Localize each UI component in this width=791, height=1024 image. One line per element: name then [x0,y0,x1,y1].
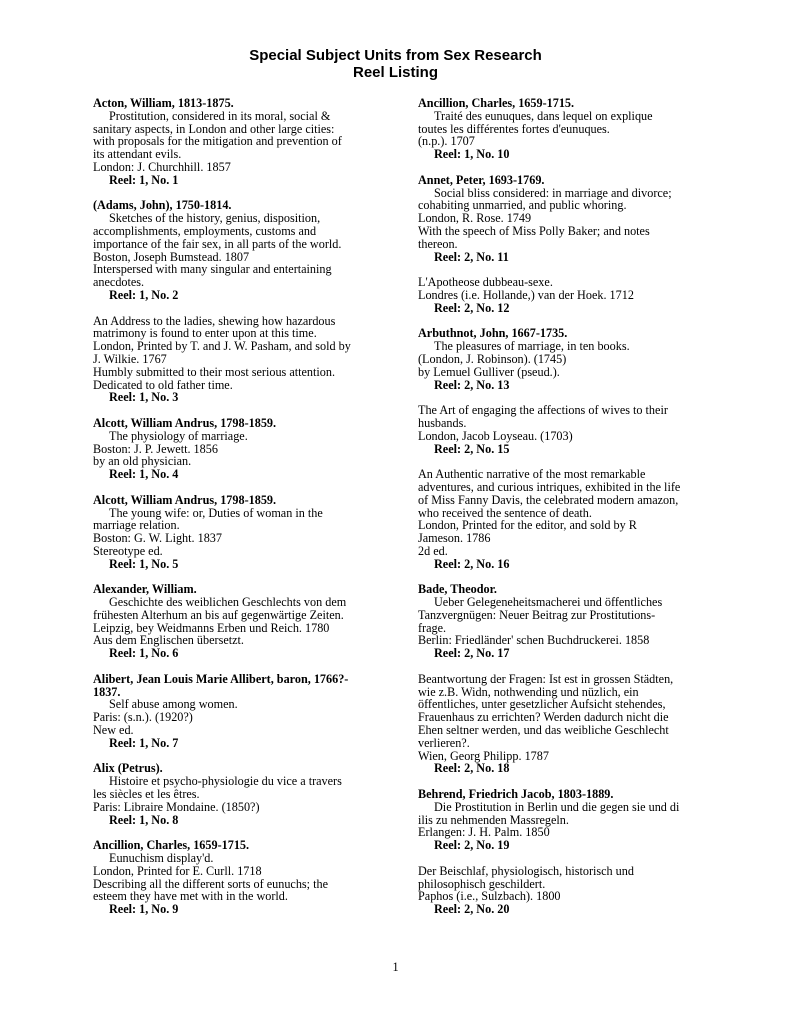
catalog-entry [418,404,706,455]
entry-line: its attendant evils. [93,147,182,162]
entry-author: 1837. [93,684,121,699]
entry-reel-number: Reel: 2, No. 17 [434,646,510,661]
entry-line: marriage relation. [93,518,180,533]
entry-line: London, Printed for the editor, and sold by R [418,518,637,533]
entry-line: cohabiting unmarried, and public whoring. [418,198,627,213]
entry-line: J. Wilkie. 1767 [93,351,167,366]
entry-line: frühesten Alterhum an bis auf gegenwärtige Zeiten. [93,607,344,622]
entry-line: anecdotes. [93,275,145,290]
entry-line: Social bliss considered: in marriage and divorce; [434,185,672,200]
entry-reel-number: Reel: 1, No. 10 [434,147,510,162]
entry-line: Eunuchism display'd. [109,851,214,866]
entry-line: (London, J. Robinson). (1745) [418,351,567,366]
entry-line: toutes les différentes fortes d'eunuques. [418,121,610,136]
entry-line: Traité des eunuques, dans lequel on explique [434,108,653,123]
entry-reel-number: Reel: 1, No. 7 [109,735,179,750]
entry-reel-number: Reel: 2, No. 16 [434,556,510,571]
entry-line: matrimony is found to enter upon at this time. [93,326,317,341]
entry-reel-number: Reel: 2, No. 12 [434,300,510,315]
entry-line: Leipzig, bey Weidmanns Erben und Reich. 1780 [93,620,330,635]
entry-line: 2d ed. [418,543,448,558]
catalog-entry [93,673,381,750]
catalog-entry [418,673,706,775]
entry-line: Humbly submitted to their most serious attention. [93,364,336,379]
entry-line: Describing all the different sorts of eunuchs; the [93,876,328,891]
entry-line: Interspersed with many singular and entertaining [93,262,332,277]
catalog-entry [418,276,706,314]
entry-line: philosophisch geschildert. [418,876,546,891]
entry-line: les siècles et les êtres. [93,787,200,802]
catalog-entry [418,174,706,264]
entry-author: (Adams, John), 1750-1814. [93,198,232,213]
entry-reel-number: Reel: 1, No. 2 [109,287,179,302]
entry-line: Boston, Joseph Bumstead. 1807 [93,249,250,264]
entry-line: Boston: G. W. Light. 1837 [93,531,222,546]
page-number: 1 [392,960,399,974]
entry-author: Ancillion, Charles, 1659-1715. [418,96,575,110]
entry-reel-number: Reel: 2, No. 11 [434,249,509,264]
entry-line: by Lemuel Gulliver (pseud.). [418,364,560,379]
entry-author: Acton, William, 1813-1875. [93,96,234,110]
entry-line: Histoire et psycho-physiologie du vice a travers [109,774,342,789]
entry-line: sanitary aspects, in London and other large cities: [93,121,335,136]
entry-line: Stereotype ed. [93,543,163,558]
page-title: Special Subject Units from Sex Research [249,47,542,64]
entry-reel-number: Reel: 1, No. 9 [109,902,179,917]
catalog-entry [93,839,381,916]
entry-author: Alix (Petrus). [93,761,163,776]
entry-reel-number: Reel: 1, No. 6 [109,646,179,661]
entry-reel-number: Reel: 2, No. 18 [434,761,510,776]
entry-line: Wien, Georg Philipp. 1787 [418,748,549,763]
entry-author: Bade, Theodor. [418,582,497,597]
entry-line: Boston: J. P. Jewett. 1856 [93,441,218,456]
entry-line: esteem they have met with in the world. [93,889,288,904]
entry-line: London, R. Rose. 1749 [418,211,532,226]
entry-line: Prostitution, considered in its moral, social & [109,108,331,123]
entry-author: Arbuthnot, John, 1667-1735. [418,326,568,341]
entry-line: Dedicated to old father time. [93,377,233,392]
entry-author: Annet, Peter, 1693-1769. [418,172,545,187]
entry-author: Behrend, Friedrich Jacob, 1803-1889. [418,787,614,802]
entry-line: Londres (i.e. Hollande,) van der Hoek. 1712 [418,287,634,302]
catalog-entry [93,494,381,571]
catalog-entry [93,97,381,187]
entry-line: wie z.B. Widn, nothwending und nüzlich, ein [418,684,639,699]
entry-line: Berlin: Friedländer' schen Buchdruckerei. 1858 [418,633,650,648]
entry-reel-number: Reel: 2, No. 15 [434,441,510,456]
catalog-entry [418,865,706,916]
entry-line: importance of the fair sex, in all parts of the world. [93,236,342,251]
entry-line: Erlangen: J. H. Palm. 1850 [418,825,550,840]
page-subtitle: Reel Listing [352,64,438,81]
right-column [418,97,706,929]
entry-line: (n.p.). 1707 [418,134,475,149]
entry-author: Alcott, William Andrus, 1798-1859. [93,415,277,430]
entry-line: The pleasures of marriage, in ten books. [434,339,630,354]
entry-line: frage. [418,620,447,635]
entry-line: London, Printed for E. Curll. 1718 [93,863,262,878]
entry-line: Self abuse among women. [109,697,238,712]
entry-author: Alcott, William Andrus, 1798-1859. [93,492,277,507]
entry-line: adventures, and curious intriques, exhibited in the life [418,479,681,494]
entry-line: L'Apotheose dubbeau-sexe. [418,275,553,290]
entry-line: öffentliches, unter gesetzlicher Aufsicht stehendes, [418,697,666,712]
entry-line: Paphos (i.e., Sulzbach). 1800 [418,889,561,904]
entry-line: Aus dem Englischen übersetzt. [93,633,244,648]
entry-reel-number: Reel: 1, No. 3 [109,390,179,405]
entry-line: New ed. [93,723,134,738]
entry-line: with proposals for the mitigation and prevention of [93,134,342,149]
entry-reel-number: Reel: 2, No. 20 [434,902,510,917]
left-column [93,97,381,929]
entry-line: Frauenhaus zu errichten? Werden dadurch nicht die [418,710,669,725]
entry-line: by an old physician. [93,454,192,469]
catalog-entry [418,97,706,161]
entry-line: The physiology of marriage. [109,428,248,443]
catalog-entry [93,315,381,405]
entry-line: London, Jacob Loyseau. (1703) [418,428,573,443]
entry-reel-number: Reel: 2, No. 19 [434,838,510,853]
entry-line: Paris: (s.n.). (1920?) [93,710,193,725]
catalog-entry [93,199,381,301]
catalog-entry [93,583,381,660]
entry-reel-number: Reel: 1, No. 4 [109,467,179,482]
entry-line: Tanzvergnügen: Neuer Beitrag zur Prostitutions- [418,607,656,622]
entry-line: Der Beischlaf, physiologisch, historisch und [418,863,634,878]
entry-line: accomplishments, employments, customs and [93,223,317,238]
entry-reel-number: Reel: 1, No. 8 [109,812,179,827]
entry-line: who received the sentence of death. [418,505,592,520]
entry-line: Sketches of the history, genius, disposition, [109,211,321,226]
entry-line: With the speech of Miss Polly Baker; and notes [418,223,650,238]
entry-reel-number: Reel: 2, No. 13 [434,377,510,392]
entry-line: An Address to the ladies, shewing how hazardous [93,313,336,328]
entry-reel-number: Reel: 1, No. 5 [109,556,179,571]
entry-line: Beantwortung der Fragen: Ist est in grossen Städten, [418,671,674,686]
entry-line: The Art of engaging the affections of wives to their [418,403,668,418]
entry-line: Paris: Libraire Mondaine. (1850?) [93,799,260,814]
catalog-entry [418,327,706,391]
catalog-entry [93,762,381,826]
entry-line: ilis zu nehmenden Massregeln. [418,812,569,827]
entry-line: husbands. [418,415,467,430]
entry-line: London: J. Churchhill. 1857 [93,159,231,174]
entry-line: thereon. [418,236,458,251]
entry-line: London, Printed by T. and J. W. Pasham, and sold by [93,339,351,354]
catalog-entry [93,417,381,481]
catalog-entry [418,788,706,852]
entry-line: Die Prostitution in Berlin und die gegen sie und di [434,799,680,814]
entry-reel-number: Reel: 1, No. 1 [109,172,179,187]
entry-line: An Authentic narrative of the most remarkable [418,467,646,482]
entry-author: Alexander, William. [93,582,197,597]
entry-author: Ancillion, Charles, 1659-1715. [93,838,250,853]
entry-line: verlieren?. [418,735,470,750]
entry-line: Geschichte des weiblichen Geschlechts von dem [109,595,347,610]
entry-line: Ueber Gelegeneheitsmacherei und öffentliches [434,595,663,610]
entry-line: Jameson. 1786 [418,531,491,546]
catalog-entry [418,583,706,660]
catalog-entry [418,468,706,570]
entry-line: The young wife: or, Duties of woman in the [109,505,323,520]
entry-line: of Miss Fanny Davis, the celebrated modern amazon, [418,492,679,507]
entry-author: Alibert, Jean Louis Marie Allibert, baron, 1766?- [93,671,349,686]
entry-line: Ehen seltner werden, und das weibliche Geschlecht [418,723,669,738]
